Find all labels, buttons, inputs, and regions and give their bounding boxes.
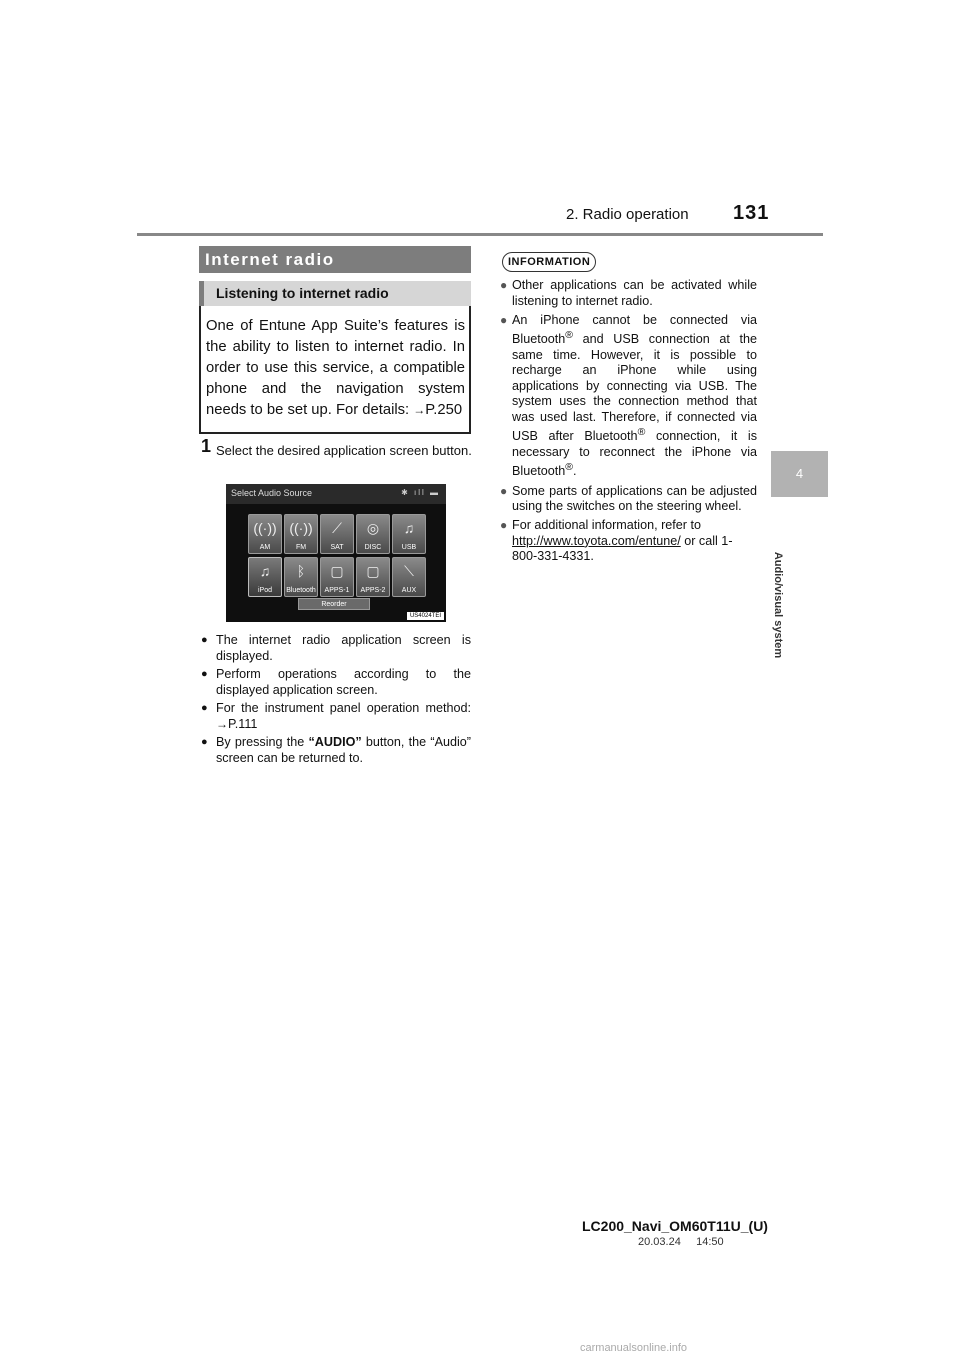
antenna-icon: ((·)): [289, 520, 313, 536]
tile-apps-2: [356, 557, 390, 597]
registered-mark: ®: [565, 461, 573, 474]
screenshot-title: Select Audio Source: [231, 488, 313, 498]
bullet-icon: ●: [500, 312, 508, 327]
tile-disc: [356, 514, 390, 554]
list-item: [500, 518, 757, 565]
list-item: [199, 735, 471, 766]
bullet-icon: ●: [500, 518, 508, 533]
music-note-icon: ♫: [259, 563, 271, 579]
registered-mark: ®: [637, 426, 646, 439]
chapter-tab: 4: [771, 451, 828, 497]
list-item-text: By pressing the: [216, 735, 305, 749]
list-item-text: An iPhone cannot be connected via Bluetooth: [512, 312, 757, 347]
print-date: 20.03.24 14:50: [638, 1236, 724, 1248]
list-item-text: Perform operations according to the displayed application screen.: [216, 667, 471, 697]
bluetooth-icon: ᛒ: [296, 563, 306, 579]
step-text: Select the desired application screen button.: [216, 443, 472, 458]
bullet-icon: ●: [201, 702, 208, 714]
list-item: [500, 484, 757, 515]
satellite-icon: ⟋: [332, 520, 342, 536]
watermark: carmanualsonline.info: [580, 1342, 688, 1354]
tile-sat: [320, 514, 354, 554]
list-item-text: For additional information, refer to: [512, 518, 701, 533]
list-item-text: or call 1-800-331-4331.: [512, 533, 733, 564]
arrow-right-icon: →: [413, 403, 426, 417]
running-header-section: 2. Radio operation: [566, 206, 689, 223]
screenshot-titlebar: [226, 484, 446, 504]
list-item-text: For the instrument panel operation method:: [216, 701, 471, 715]
tile-usb: [392, 514, 426, 554]
app-square-icon: ▢: [330, 563, 344, 579]
list-item-text: Some parts of applications can be adjusted using the switches on the steering wheel.: [512, 483, 757, 514]
tile-label: DISC: [364, 544, 382, 551]
section-title: Internet radio: [199, 246, 471, 273]
aux-cable-icon: ⟍: [404, 563, 414, 579]
list-item-text: button, the “Audio” screen can be returned to.: [216, 735, 471, 765]
antenna-icon: ((·)): [253, 520, 277, 536]
document-code: LC200_Navi_OM60T11U_(U): [582, 1218, 768, 1234]
tile-label: APPS-1: [324, 587, 350, 594]
list-item-text: Other applications can be activated while listening to internet radio.: [512, 278, 757, 308]
page-number: 131: [733, 202, 770, 224]
intro-text: One of Entune App Suite’s features is the ability to listen to internet radio. In order to use this service, a compatible phone and the navigation system needs to be set up. For details:: [206, 318, 465, 418]
chapter-label: [765, 551, 791, 659]
step-notes: [199, 633, 471, 769]
arrow-right-icon: →: [216, 716, 228, 731]
tile-label: SAT: [330, 544, 344, 551]
tile-am: [248, 514, 282, 554]
tile-label: AUX: [401, 587, 417, 594]
list-item: [199, 701, 471, 732]
registered-mark: ®: [565, 329, 573, 341]
list-item-text: connection, it is necessary to reconnect the iPhone via Bluetooth: [512, 429, 757, 479]
tile-bluetooth: [284, 557, 318, 597]
tile-fm: [284, 514, 318, 554]
tile-label: FM: [295, 544, 307, 551]
entune-link[interactable]: http://www.toyota.com/entune/: [512, 533, 681, 548]
disc-icon: ◎: [366, 520, 380, 536]
bullet-icon: ●: [201, 634, 208, 646]
tile-aux: [392, 557, 426, 597]
list-item: [199, 633, 471, 664]
tile-ipod: [248, 557, 282, 597]
list-item: ● An iPhone cannot be connected via Bluetooth® and USB connection at the same time. However, it is possible to recharge an iPhone while using applications by connecting via USB. The system uses the connection method that was used last. Therefore, if connected via USB after Bluetooth® connection, it is necessary to reconnect the iPhone via Bluetooth®.: [500, 312, 757, 479]
step-number: 1: [201, 436, 212, 456]
app-square-icon: ▢: [366, 563, 380, 579]
header-rule: [137, 233, 823, 236]
tile-label: APPS-2: [360, 587, 386, 594]
tile-label: AM: [259, 544, 271, 551]
bullet-icon: ●: [500, 278, 508, 292]
audio-source-screenshot: [226, 484, 446, 622]
audio-button-name: “AUDIO”: [308, 735, 362, 749]
reorder-button: Reorder: [298, 598, 370, 610]
list-item-text: The internet radio application screen is displayed.: [216, 633, 471, 663]
subsection-title: Listening to internet radio: [199, 281, 471, 306]
tile-apps-1: [320, 557, 354, 597]
list-item: [500, 278, 757, 309]
information-list: [500, 278, 757, 568]
information-badge: INFORMATION: [502, 252, 596, 272]
figure-code: US4024TEI: [407, 612, 444, 620]
bullet-icon: ●: [201, 736, 208, 748]
tile-label: Bluetooth: [286, 587, 316, 594]
tile-label: USB: [401, 544, 417, 551]
chapter-label-text: Audio/visual system: [772, 551, 784, 659]
list-item: [199, 667, 471, 698]
music-note-icon: ♫: [403, 520, 415, 536]
list-item-text: and USB connection at the same time. However, it is possible to recharge an iPhone while using applications by connecting via USB. The system uses the connection method that was used last. Therefore, if connected via USB after Bluetooth: [512, 332, 757, 444]
intro-ref-link[interactable]: P.250: [425, 402, 463, 418]
status-icons: ✱ ıll ▬: [401, 488, 440, 497]
tile-label: iPod: [257, 587, 272, 594]
bullet-icon: ●: [201, 668, 208, 680]
bullet-icon: ●: [500, 483, 508, 498]
intro-box: [199, 306, 471, 434]
ref-link[interactable]: P.111: [228, 716, 258, 731]
